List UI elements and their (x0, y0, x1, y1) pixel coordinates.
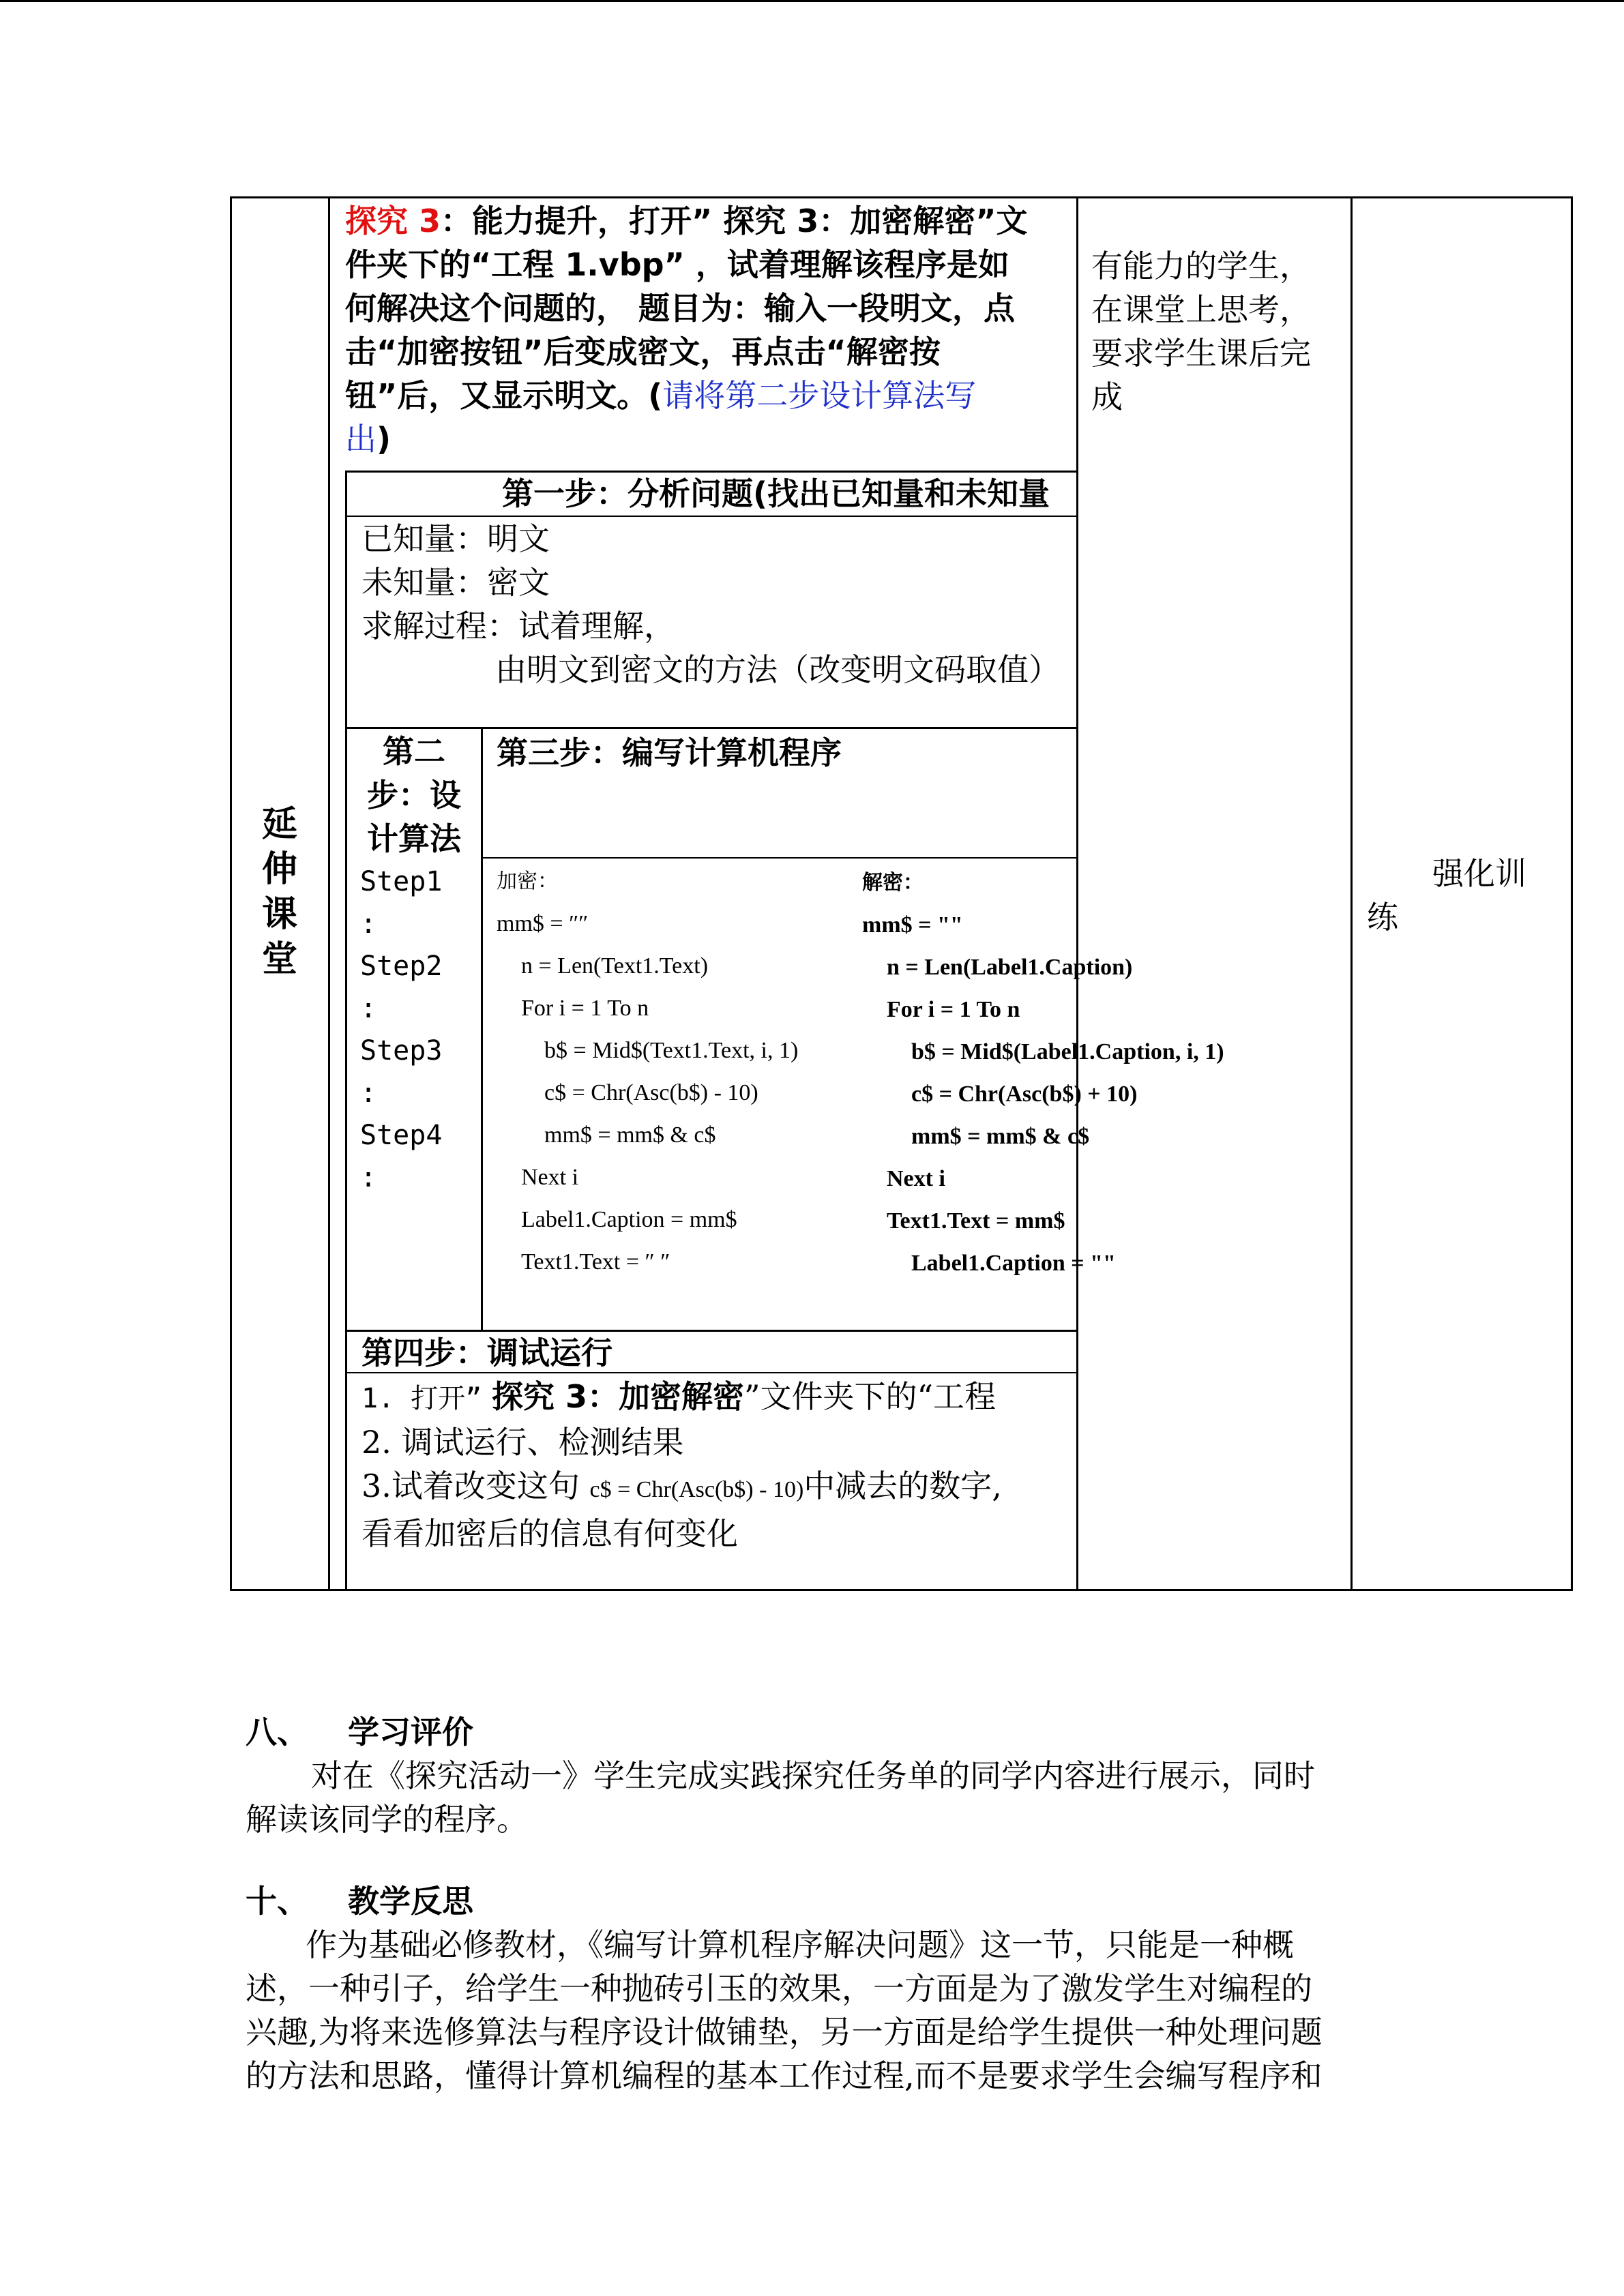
note-line: 有能力的学生， (1091, 248, 1311, 284)
code-line: Label1.Caption = mm$ (521, 1207, 737, 1232)
note-line: 成 (1091, 378, 1123, 415)
step2-heading-line: 步：设 (367, 777, 461, 814)
step4-item-bold: 探究 3：加密解密 (491, 1378, 744, 1415)
section-number: 十、 (246, 1883, 308, 1920)
step-item: Step1 (360, 866, 443, 897)
step4-item: 1. 打开” (361, 1383, 482, 1414)
section10-body (246, 1923, 1323, 2098)
decrypt-label: 解密： (862, 871, 924, 895)
encrypt-label: 加密： (497, 869, 558, 893)
step4-item: 2. 调试运行、检测结果 (361, 1424, 684, 1461)
decrypt-code (862, 862, 1224, 1285)
note-line: 在课堂上思考， (1091, 291, 1311, 328)
teacher-note (1091, 244, 1311, 419)
code-line: For i = 1 To n (887, 997, 1020, 1022)
code-line: Next i (521, 1165, 579, 1190)
task-line: 何解决这个问题的， 题目为：输入一段明文，点 (345, 290, 1016, 327)
paragraph-line: 述，一种引子，给学生一种抛砖引玉的效果，一方面是为了激发学生对编程的 (246, 1970, 1312, 2007)
task-prefix: 探究 3 (345, 203, 441, 239)
code-line: mm$ = ″″ (497, 911, 589, 936)
step-item: : (360, 993, 377, 1024)
paragraph-line: 兴趣,为将来选修算法与程序设计做铺垫，另一方面是给学生提供一种处理问题 (246, 2014, 1323, 2051)
step4-item: ”文件夹下的“工程 (743, 1378, 996, 1415)
solve-process: 求解过程：试着理解， (361, 608, 675, 644)
code-line: mm$ = "" (862, 912, 963, 938)
task-hint: 出 (345, 421, 377, 458)
code-line: Text1.Text = mm$ (887, 1208, 1065, 1234)
paragraph-line: 的方法和思路，懂得计算机编程的基本工作过程,而不是要求学生会编写程序和 (246, 2057, 1323, 2094)
section8-heading (246, 1710, 473, 1754)
section-number: 八、 (246, 1714, 308, 1750)
paragraph-line: 作为基础必修教材，《编写计算机程序解决问题》这一节，只能是一种概 (306, 1926, 1294, 1963)
code-line: b$ = Mid$(Label1.Caption, i, 1) (911, 1039, 1224, 1064)
known-quantity: 已知量：明文 (361, 520, 550, 557)
step-item: : (360, 908, 377, 940)
step4-item: 看看加密后的信息有何变化 (361, 1515, 738, 1552)
solve-method: 由明文到密文的方法（改变明文码取值） (495, 651, 1060, 688)
step4-heading: 第四步：调试运行 (361, 1335, 612, 1371)
code-line: mm$ = mm$ & c$ (911, 1124, 1090, 1149)
task-line: ：能力提升，打开” 探究 3：加密解密”文 (441, 203, 1028, 239)
code-line: b$ = Mid$(Text1.Text, i, 1) (544, 1038, 799, 1063)
step2-heading (349, 730, 479, 861)
step4-body (361, 1375, 1076, 1555)
code-line: Text1.Text = ″ ″ (521, 1249, 670, 1274)
code-line: For i = 1 To n (521, 996, 649, 1021)
step-item: Step2 (360, 951, 443, 982)
task-description (345, 199, 1076, 461)
section-title: 学习评价 (348, 1714, 473, 1750)
code-line: n = Len(Label1.Caption) (887, 955, 1133, 980)
step2-heading-line: 计算法 (367, 820, 461, 857)
step4-item: 3.试着改变这句 (361, 1467, 580, 1504)
task-line: ) (377, 421, 392, 458)
step-item: : (360, 1077, 377, 1109)
task-line: 击“加密按钮”后变成密文，再点击“解密按 (345, 333, 941, 370)
step4-code: c$ = Chr(Asc(b$) - 10) (589, 1477, 804, 1502)
code-line: n = Len(Text1.Text) (521, 953, 709, 979)
section-label-char: 延 (261, 804, 297, 845)
paragraph-line: 解读该同学的程序。 (246, 1801, 528, 1838)
section-label-char: 堂 (261, 939, 297, 980)
section-label-char: 伸 (261, 849, 297, 890)
section-label (252, 802, 307, 982)
task-line: 钮”后，又显示明文。( (345, 377, 663, 414)
step1-heading: 第一步：分析问题(找出已知量和未知量 (502, 475, 1050, 512)
code-line: Label1.Caption = "" (911, 1251, 1116, 1276)
code-line: c$ = Chr(Asc(b$) - 10) (544, 1080, 758, 1105)
paragraph-line: 对在《探究活动一》学生完成实践探究任务单的同学内容进行展示，同时 (311, 1757, 1315, 1794)
step-item: : (360, 1162, 377, 1193)
page-top-rule (0, 0, 1624, 2)
step-item: Step4 (360, 1120, 443, 1151)
section-label-char: 课 (261, 894, 297, 935)
section-title: 教学反思 (348, 1883, 473, 1920)
section8-body (246, 1754, 1315, 1841)
step1-body (361, 517, 1060, 691)
unknown-quantity: 未知量：密文 (361, 564, 550, 601)
section10-heading (246, 1879, 473, 1923)
code-line: c$ = Chr(Asc(b$) + 10) (911, 1082, 1138, 1107)
code-line: Next i (887, 1166, 945, 1191)
note-line: 要求学生课后完 (1091, 335, 1311, 372)
step2-list (360, 861, 442, 1199)
encrypt-code (497, 861, 798, 1283)
task-line: 件夹下的“工程 1.vbp” ，试着理解该程序是如 (345, 246, 1009, 283)
step4-item: 中减去的数字, (803, 1467, 1002, 1504)
training-text: 强化训 (1432, 855, 1526, 892)
step2-heading-line: 第二 (383, 733, 445, 770)
training-text: 练 (1367, 899, 1398, 936)
task-hint: 请将第二步设计算法写 (662, 377, 977, 414)
code-line: mm$ = mm$ & c$ (544, 1122, 716, 1148)
step3-heading: 第三步：编写计算机程序 (497, 734, 842, 771)
step-item: Step3 (360, 1035, 443, 1067)
training-cell (1367, 852, 1526, 939)
